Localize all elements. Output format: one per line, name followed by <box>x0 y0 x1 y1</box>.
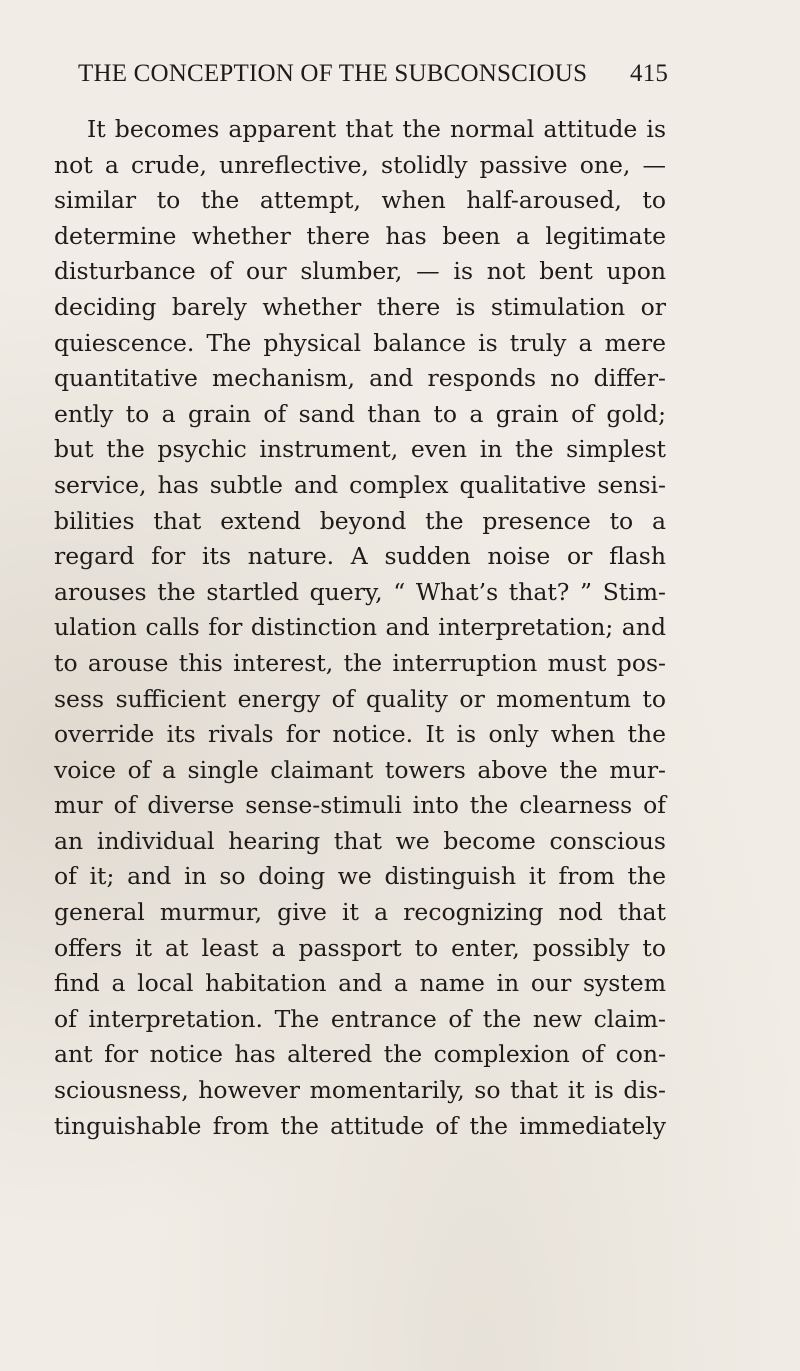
text-line: ently to a grain of sand than to a grain of gold; <box>54 399 666 428</box>
text-line: but the psychic instrument, even in the simplest <box>54 435 666 464</box>
text-line: sciousness, however momentarily, so that it is dis- <box>54 1076 666 1105</box>
text-line: sess sufficient energy of quality or momentum to <box>54 684 666 713</box>
text-line: ulation calls for distinction and interpretation; and <box>54 613 666 642</box>
text-line: voice of a single claimant towers above the mur- <box>54 755 666 784</box>
text-line: arouses the startled query, “ What’s that? ” Stim- <box>54 577 666 606</box>
body-paragraph <box>54 112 666 1144</box>
text-line: override its rivals for notice. It is only when the <box>54 720 666 749</box>
text-line: an individual hearing that we become conscious <box>54 826 666 855</box>
text-line: of interpretation. The entrance of the new claim- <box>54 1004 666 1033</box>
text-line: service, has subtle and complex qualitative sensi- <box>54 470 666 499</box>
text-line: mur of diverse sense-stimuli into the clearness of <box>54 791 666 820</box>
text-line: to arouse this interest, the interruption must pos- <box>54 648 666 677</box>
page-number: 415 <box>630 60 669 87</box>
text-line: deciding barely whether there is stimulation or <box>54 292 666 321</box>
text-line: offers it at least a passport to enter, possibly to <box>54 933 666 962</box>
text-line: quantitative mechanism, and responds no differ- <box>54 364 666 393</box>
running-head: THE CONCEPTION OF THE SUBCONSCIOUS <box>78 60 588 87</box>
text-line: tinguishable from the attitude of the immediately <box>54 1111 666 1140</box>
text-line: general murmur, give it a recognizing nod that <box>54 898 666 927</box>
text-line: bilities that extend beyond the presence to a <box>54 506 666 535</box>
text-line: of it; and in so doing we distinguish it from the <box>54 862 666 891</box>
text-line: ant for notice has altered the complexion of con- <box>54 1040 666 1069</box>
text-line: similar to the attempt, when half-aroused, to <box>54 186 666 215</box>
page-header <box>0 60 800 96</box>
text-line: It becomes apparent that the normal attitude is <box>87 115 666 143</box>
text-line: disturbance of our slumber, — is not bent upon <box>54 257 666 286</box>
text-line: determine whether there has been a legitimate <box>54 221 666 250</box>
text-line: regard for its nature. A sudden noise or flash <box>54 542 666 571</box>
text-line: find a local habitation and a name in our system <box>54 969 666 998</box>
text-line: quiescence. The physical balance is truly a mere <box>54 328 666 357</box>
text-line: not a crude, unreflective, stolidly passive one, — <box>54 150 666 179</box>
